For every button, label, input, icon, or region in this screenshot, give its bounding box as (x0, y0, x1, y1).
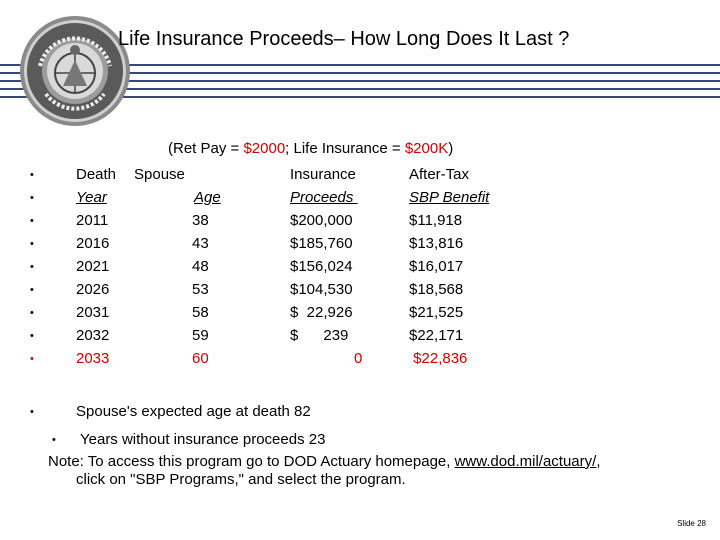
insurance-proceeds: 0 (354, 350, 363, 367)
sbp-benefit: $16,017 (409, 258, 464, 275)
bullet: • (30, 406, 34, 418)
expected-age-text: Spouse's expected age at death 82 (76, 403, 311, 420)
sbp-benefit: $21,525 (409, 304, 464, 321)
note-comma: , (596, 453, 601, 470)
ret-pay-value: $2000 (243, 140, 286, 157)
bullet: • (30, 284, 34, 296)
insurance-proceeds: $ 239 (290, 327, 349, 344)
bullet: • (30, 192, 34, 204)
insurance-proceeds: $104,530 (290, 281, 353, 298)
sbp-benefit: $22,836 (409, 350, 468, 367)
spouse-age: 59 (192, 327, 209, 344)
death-year: 2026 (76, 281, 110, 298)
spouse-age: 60 (192, 350, 209, 367)
years-without-text: Years without insurance proceeds 23 (80, 431, 326, 448)
insurance-proceeds: $185,760 (290, 235, 353, 252)
header-sbp-benefit: SBP Benefit (409, 189, 490, 206)
sbp-benefit: $22,171 (409, 327, 464, 344)
death-year: 2033 (76, 350, 110, 367)
subtitle-suffix: ) (448, 140, 454, 157)
header-death: Death (76, 166, 117, 183)
bullet: • (52, 434, 56, 446)
note-text: Note: To access this program go to DOD Actuary homepage, (48, 453, 455, 470)
subtitle (168, 140, 453, 157)
subtitle-prefix: (Ret Pay = (168, 140, 244, 157)
death-year: 2031 (76, 304, 110, 321)
sbp-benefit: $18,568 (409, 281, 464, 298)
bullet: • (30, 238, 34, 250)
insurance-proceeds: $200,000 (290, 212, 353, 229)
marine-corps-seal-icon (18, 14, 132, 128)
header-year: Year (76, 189, 107, 206)
page-title: Life Insurance Proceeds– How Long Does It Last ? (118, 28, 570, 50)
insurance-value: $200K (404, 140, 449, 157)
header-spouse: Spouse (134, 166, 185, 183)
header-after-tax: After-Tax (409, 166, 470, 183)
spouse-age: 38 (192, 212, 209, 229)
note-line-1 (48, 453, 600, 470)
header-insurance: Insurance (290, 166, 356, 183)
death-year: 2021 (76, 258, 110, 275)
dod-actuary-link[interactable]: www.dod.mil/actuary/ (454, 453, 597, 470)
sbp-benefit: $11,918 (409, 212, 463, 229)
insurance-proceeds: $156,024 (290, 258, 353, 275)
bullet: • (30, 353, 34, 365)
death-year: 2032 (76, 327, 110, 344)
insurance-proceeds: $ 22,926 (290, 304, 353, 321)
header-age: Age (194, 189, 221, 206)
death-year: 2016 (76, 235, 110, 252)
bullet: • (30, 261, 34, 273)
note-line-2: click on "SBP Programs," and select the program. (76, 471, 406, 488)
bullet: • (30, 330, 34, 342)
death-year: 2011 (76, 212, 109, 229)
spouse-age: 58 (192, 304, 209, 321)
header-proceeds: Proceeds (290, 189, 358, 206)
spouse-age: 48 (192, 258, 209, 275)
spouse-age: 43 (192, 235, 209, 252)
bullet: • (30, 169, 34, 181)
subtitle-middle: ; Life Insurance = (285, 140, 405, 157)
spouse-age: 53 (192, 281, 209, 298)
bullet: • (30, 215, 34, 227)
sbp-benefit: $13,816 (409, 235, 464, 252)
slide-number: Slide 28 (677, 519, 706, 528)
bullet: • (30, 307, 34, 319)
